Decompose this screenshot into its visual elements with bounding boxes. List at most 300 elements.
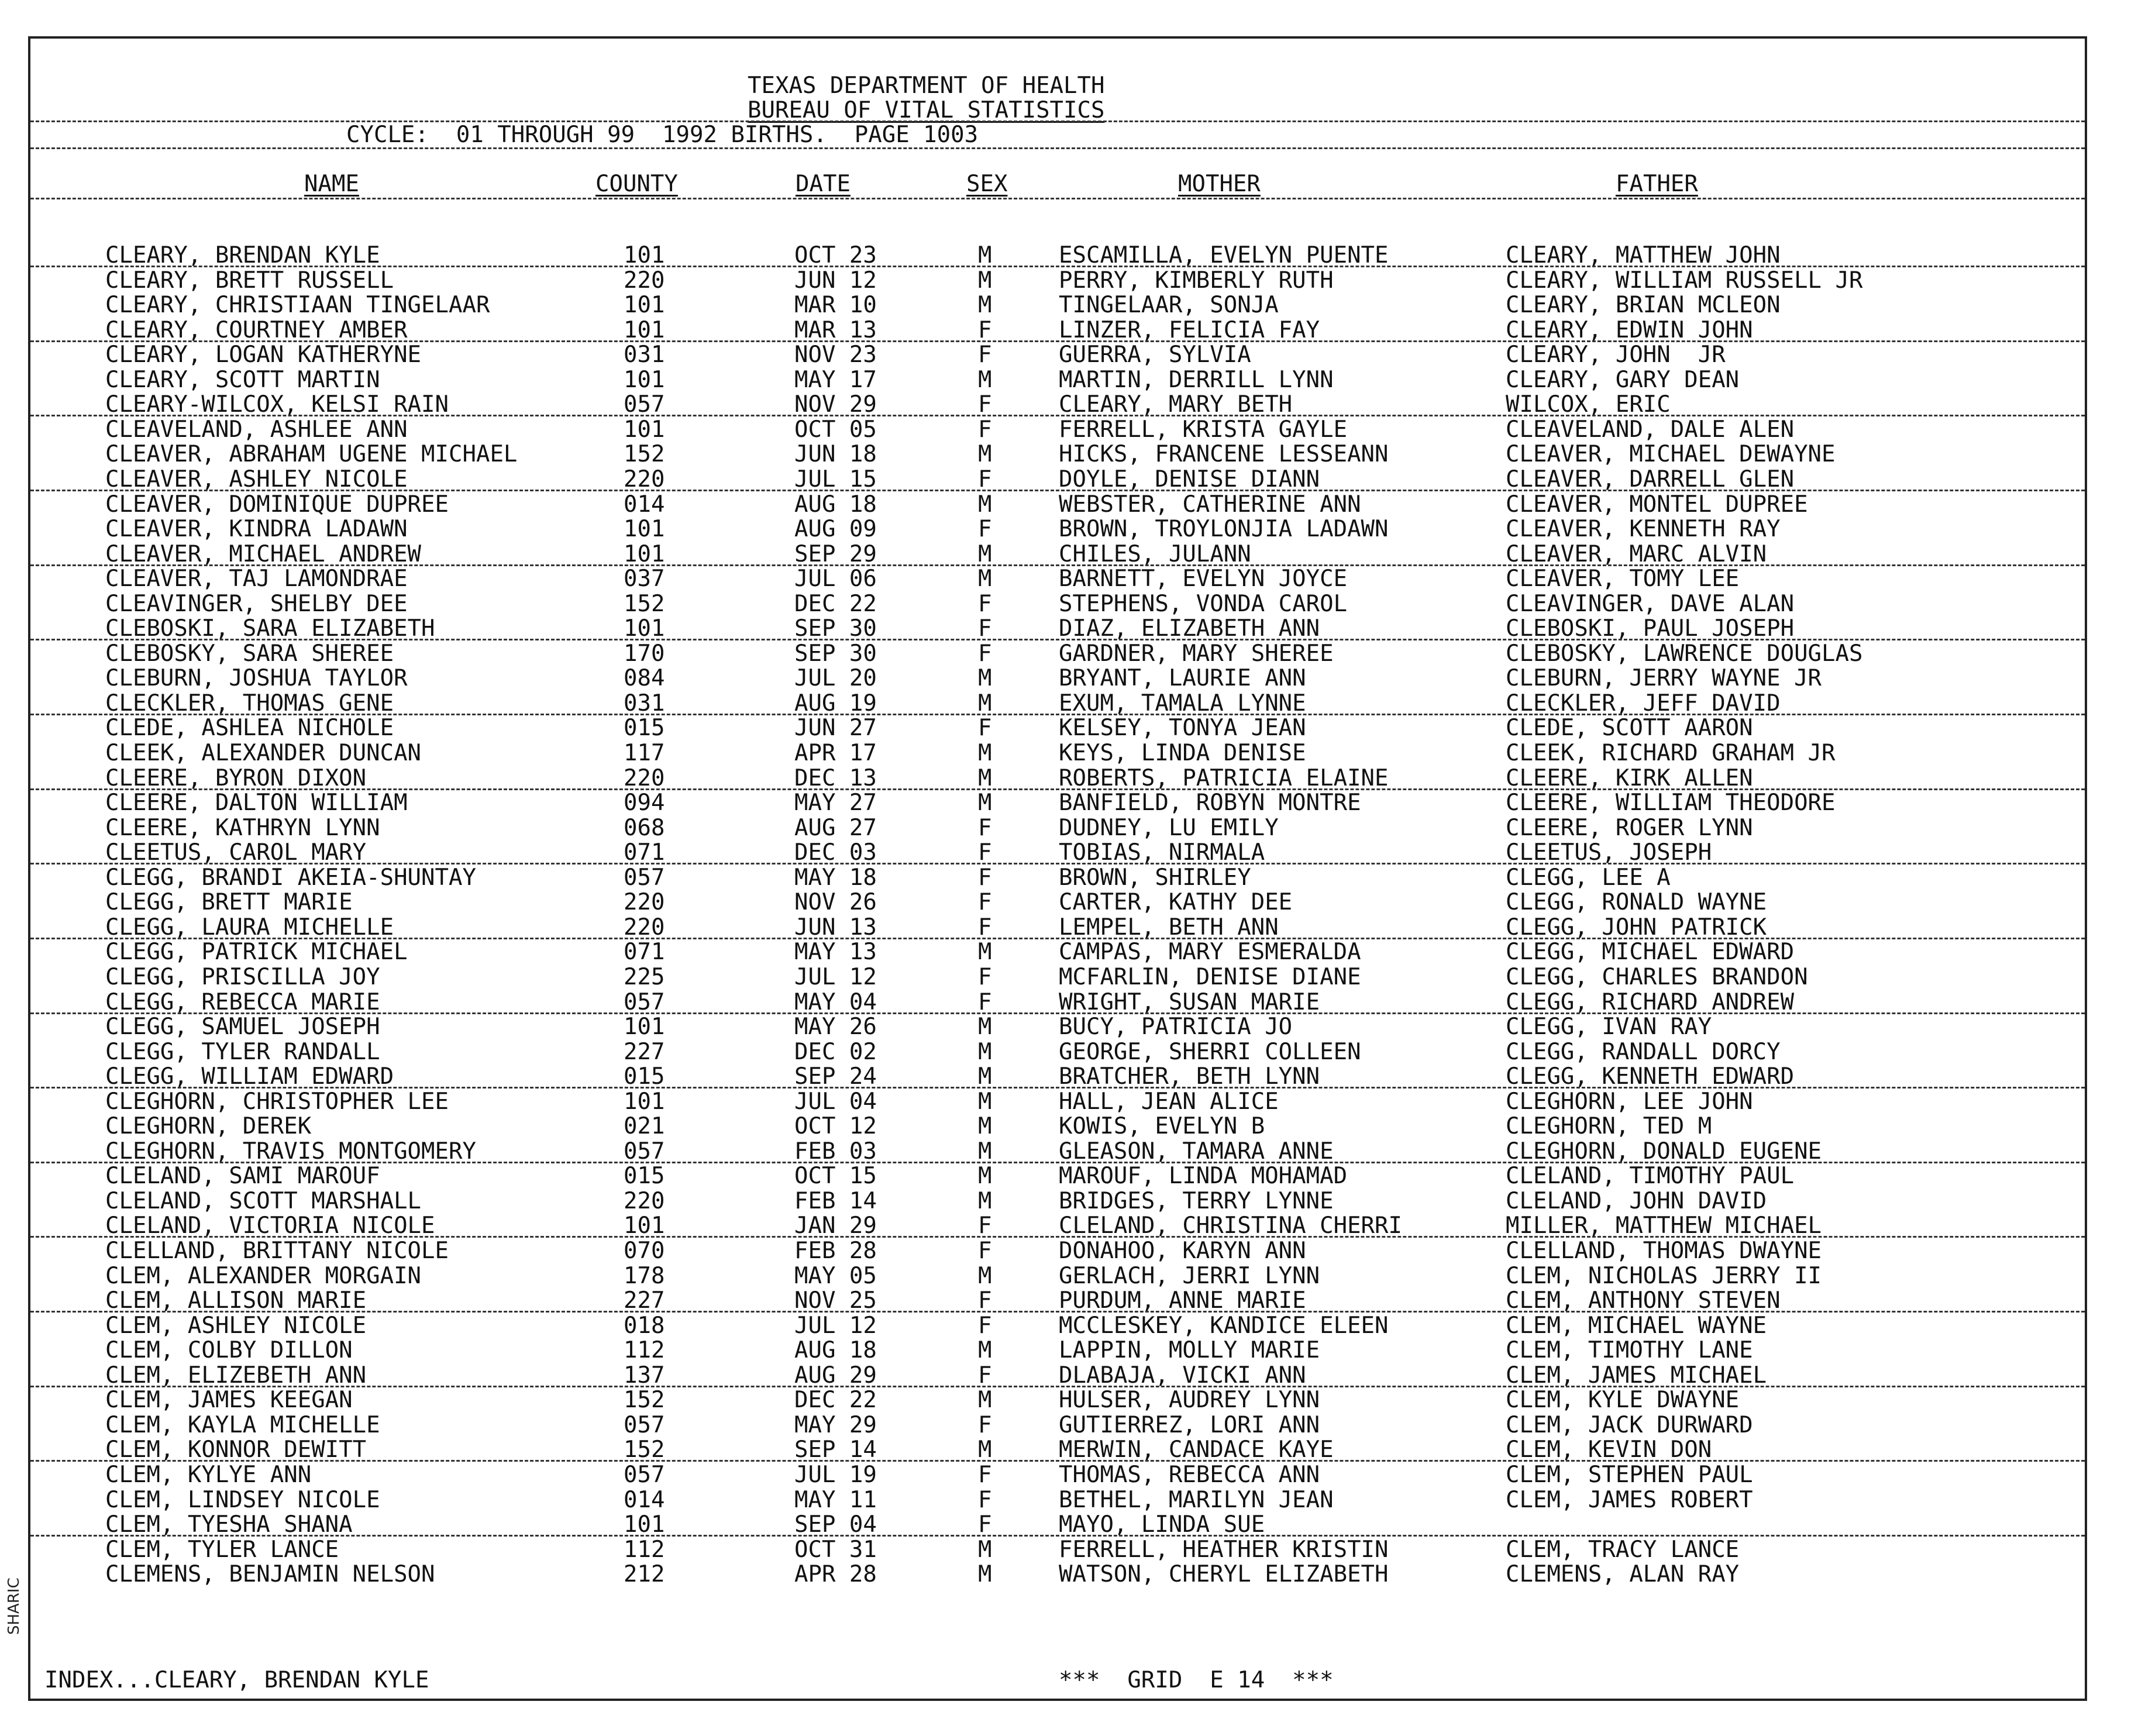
table-row xyxy=(30,492,2085,517)
cell-date: MAY 13 xyxy=(794,939,877,965)
table-row xyxy=(30,1314,2085,1338)
cell-mother: GEORGE, SHERRI COLLEEN xyxy=(1059,1039,1361,1065)
cell-mother: WEBSTER, CATHERINE ANN xyxy=(1059,491,1361,518)
cell-sex: F xyxy=(978,1287,992,1314)
cell-sex: F xyxy=(978,416,992,443)
cell-mother: MARTIN, DERRILL LYNN xyxy=(1059,367,1334,393)
cell-mother: DLABAJA, VICKI ANN xyxy=(1059,1362,1306,1389)
table-row xyxy=(30,841,2085,865)
cell-mother: BRIDGES, TERRY LYNNE xyxy=(1059,1188,1334,1214)
table-row xyxy=(30,1438,2085,1462)
cell-mother: LEMPEL, BETH ANN xyxy=(1059,914,1279,941)
table-row xyxy=(30,243,2085,268)
table-row xyxy=(30,1239,2085,1263)
cell-date: MAY 04 xyxy=(794,989,877,1015)
cell-county: 220 xyxy=(624,466,665,492)
cell-county: 021 xyxy=(624,1113,665,1139)
table-row xyxy=(30,1363,2085,1388)
cell-mother: BROWN, TROYLONJIA LADAWN xyxy=(1059,516,1389,542)
cell-sex: M xyxy=(978,242,992,268)
cell-sex: F xyxy=(978,715,992,741)
cell-county: 101 xyxy=(624,292,665,318)
cell-name: CLEM, ELIZEBETH ANN xyxy=(105,1362,367,1389)
cell-father: CLEM, KEVIN DON xyxy=(1506,1437,1712,1463)
cell-county: 015 xyxy=(624,715,665,741)
cell-sex: F xyxy=(978,889,992,915)
cell-father: CLEAVELAND, DALE ALEN xyxy=(1506,416,1795,443)
cell-date: APR 17 xyxy=(794,740,877,766)
cell-county: 094 xyxy=(624,790,665,816)
footer-index: INDEX...CLEARY, BRENDAN KYLE xyxy=(44,1667,429,1693)
cell-date: MAY 26 xyxy=(794,1014,877,1040)
cell-date: OCT 05 xyxy=(794,416,877,443)
cell-name: CLEGG, TYLER RANDALL xyxy=(105,1039,380,1065)
cell-county: 227 xyxy=(624,1287,665,1314)
cell-mother: THOMAS, REBECCA ANN xyxy=(1059,1462,1320,1488)
table-row xyxy=(30,940,2085,965)
table-row xyxy=(30,542,2085,567)
cell-name: CLEERE, BYRON DIXON xyxy=(105,765,367,791)
cell-sex: F xyxy=(978,615,992,642)
cell-mother: CLELAND, CHRISTINA CHERRI xyxy=(1059,1213,1402,1239)
cell-name: CLEBURN, JOSHUA TAYLOR xyxy=(105,665,408,691)
cell-father: CLEM, MICHAEL WAYNE xyxy=(1506,1313,1767,1339)
cell-name: CLEGHORN, CHRISTOPHER LEE xyxy=(105,1089,449,1115)
cell-father: CLEM, KYLE DWAYNE xyxy=(1506,1387,1740,1413)
cell-father: CLEMENS, ALAN RAY xyxy=(1506,1561,1740,1587)
cell-mother: FERRELL, KRISTA GAYLE xyxy=(1059,416,1348,443)
cell-county: 101 xyxy=(624,367,665,393)
cell-father: CLEGHORN, TED M xyxy=(1506,1113,1712,1139)
cell-name: CLEBOSKI, SARA ELIZABETH xyxy=(105,615,435,642)
table-row xyxy=(30,1413,2085,1438)
cell-county: 101 xyxy=(624,1511,665,1538)
cell-father: CLEGG, JOHN PATRICK xyxy=(1506,914,1767,941)
cell-name: CLEM, ASHLEY NICOLE xyxy=(105,1313,367,1339)
cell-mother: KELSEY, TONYA JEAN xyxy=(1059,715,1306,741)
cell-county: 070 xyxy=(624,1238,665,1264)
cell-mother: EXUM, TAMALA LYNNE xyxy=(1059,690,1306,717)
cell-name: CLEM, ALLISON MARIE xyxy=(105,1287,367,1314)
cell-father: CLEERE, KIRK ALLEN xyxy=(1506,765,1753,791)
cell-county: 084 xyxy=(624,665,665,691)
cell-date: JUN 13 xyxy=(794,914,877,941)
cell-name: CLEAVER, KINDRA LADAWN xyxy=(105,516,408,542)
cell-date: NOV 23 xyxy=(794,342,877,368)
cell-sex: F xyxy=(978,640,992,667)
cell-name: CLEGHORN, DEREK xyxy=(105,1113,312,1139)
cell-county: 101 xyxy=(624,541,665,567)
cell-father: CLEGG, CHARLES BRANDON xyxy=(1506,964,1808,990)
table-row xyxy=(30,816,2085,841)
cell-mother: CLEARY, MARY BETH xyxy=(1059,391,1293,418)
cell-date: JUL 19 xyxy=(794,1462,877,1488)
cell-name: CLEAVER, DOMINIQUE DUPREE xyxy=(105,491,449,518)
cell-sex: M xyxy=(978,441,992,467)
cell-county: 101 xyxy=(624,1014,665,1040)
table-row xyxy=(30,1214,2085,1238)
cell-sex: M xyxy=(978,1163,992,1189)
cell-date: FEB 03 xyxy=(794,1138,877,1165)
cell-county: 014 xyxy=(624,491,665,518)
cell-mother: GLEASON, TAMARA ANNE xyxy=(1059,1138,1334,1165)
cell-father: CLEAVINGER, DAVE ALAN xyxy=(1506,591,1795,617)
cell-date: JAN 29 xyxy=(794,1213,877,1239)
cell-sex: M xyxy=(978,1014,992,1040)
cell-father: CLEARY, MATTHEW JOHN xyxy=(1506,242,1781,268)
table-row xyxy=(30,1488,2085,1513)
cell-sex: F xyxy=(978,1213,992,1239)
cycle-line: CYCLE: 01 THROUGH 99 1992 BIRTHS. PAGE 1003 xyxy=(346,122,979,148)
cell-father: CLEETUS, JOSEPH xyxy=(1506,839,1712,866)
table-row xyxy=(30,915,2085,940)
cell-date: OCT 31 xyxy=(794,1537,877,1563)
cell-father: CLELAND, JOHN DAVID xyxy=(1506,1188,1767,1214)
cell-mother: MERWIN, CANDACE KAYE xyxy=(1059,1437,1334,1463)
cell-father: CLEARY, GARY DEAN xyxy=(1506,367,1740,393)
cell-county: 031 xyxy=(624,690,665,717)
cell-sex: M xyxy=(978,1188,992,1214)
cell-mother: DOYLE, DENISE DIANN xyxy=(1059,466,1320,492)
cell-date: MAY 05 xyxy=(794,1263,877,1289)
cell-date: DEC 22 xyxy=(794,1387,877,1413)
cell-date: FEB 14 xyxy=(794,1188,877,1214)
cell-county: 018 xyxy=(624,1313,665,1339)
cell-father: CLEGG, RICHARD ANDREW xyxy=(1506,989,1795,1015)
cell-father: CLEERE, ROGER LYNN xyxy=(1506,815,1753,841)
cell-county: 014 xyxy=(624,1487,665,1513)
cell-name: CLEDE, ASHLEA NICHOLE xyxy=(105,715,394,741)
cell-county: 015 xyxy=(624,1063,665,1090)
cell-sex: F xyxy=(978,839,992,866)
table-row xyxy=(30,1338,2085,1363)
cell-father: CLEBOSKI, PAUL JOSEPH xyxy=(1506,615,1795,642)
cell-county: 101 xyxy=(624,516,665,542)
cell-mother: MCFARLIN, DENISE DIANE xyxy=(1059,964,1361,990)
cell-date: MAR 13 xyxy=(794,317,877,343)
cell-father: CLEBURN, JERRY WAYNE JR xyxy=(1506,665,1822,691)
cell-father: CLEM, STEPHEN PAUL xyxy=(1506,1462,1753,1488)
cell-name: CLELAND, SAMI MAROUF xyxy=(105,1163,380,1189)
cell-mother: HICKS, FRANCENE LESSEANN xyxy=(1059,441,1389,467)
cell-mother: KEYS, LINDA DENISE xyxy=(1059,740,1306,766)
cell-name: CLEAVER, ABRAHAM UGENE MICHAEL xyxy=(105,441,518,467)
cell-mother: BROWN, SHIRLEY xyxy=(1059,864,1251,891)
cell-name: CLEERE, KATHRYN LYNN xyxy=(105,815,380,841)
cell-father: CLELAND, TIMOTHY PAUL xyxy=(1506,1163,1795,1189)
cell-date: MAY 29 xyxy=(794,1412,877,1438)
cell-name: CLEGG, BRETT MARIE xyxy=(105,889,353,915)
cell-sex: F xyxy=(978,391,992,418)
cell-father: CLEM, JAMES ROBERT xyxy=(1506,1487,1753,1513)
cell-county: 031 xyxy=(624,342,665,368)
cell-name: CLEARY, CHRISTIAAN TINGELAAR xyxy=(105,292,490,318)
cell-sex: M xyxy=(978,1561,992,1587)
table-row xyxy=(30,1388,2085,1413)
cell-father: CLEGG, RANDALL DORCY xyxy=(1506,1039,1781,1065)
cell-mother: GERLACH, JERRI LYNN xyxy=(1059,1263,1320,1289)
cell-name: CLEMENS, BENJAMIN NELSON xyxy=(105,1561,435,1587)
table-row xyxy=(30,965,2085,990)
cell-father: CLEGG, MICHAEL EDWARD xyxy=(1506,939,1795,965)
table-row xyxy=(30,766,2085,791)
cell-mother: WATSON, CHERYL ELIZABETH xyxy=(1059,1561,1389,1587)
cell-county: 227 xyxy=(624,1039,665,1065)
cell-mother: ESCAMILLA, EVELYN PUENTE xyxy=(1059,242,1389,268)
cell-name: CLEAVINGER, SHELBY DEE xyxy=(105,591,408,617)
cell-date: FEB 28 xyxy=(794,1238,877,1264)
cell-father: CLEAVER, MONTEL DUPREE xyxy=(1506,491,1808,518)
cell-county: 057 xyxy=(624,989,665,1015)
cell-date: JUL 12 xyxy=(794,964,877,990)
cell-sex: F xyxy=(978,1487,992,1513)
cell-county: 152 xyxy=(624,591,665,617)
cell-name: CLEAVELAND, ASHLEE ANN xyxy=(105,416,408,443)
cell-mother: PURDUM, ANNE MARIE xyxy=(1059,1287,1306,1314)
cell-father: CLEAVER, DARRELL GLEN xyxy=(1506,466,1795,492)
cell-date: OCT 23 xyxy=(794,242,877,268)
cell-name: CLEARY, LOGAN KATHERYNE xyxy=(105,342,422,368)
table-row xyxy=(30,716,2085,740)
cell-father: CLEM, TIMOTHY LANE xyxy=(1506,1337,1753,1363)
cell-sex: M xyxy=(978,566,992,592)
cell-father: CLEARY, EDWIN JOHN xyxy=(1506,317,1753,343)
cell-name: CLEARY, COURTNEY AMBER xyxy=(105,317,408,343)
cell-sex: M xyxy=(978,1138,992,1165)
table-row xyxy=(30,418,2085,442)
header-line1: TEXAS DEPARTMENT OF HEALTH xyxy=(748,73,1105,99)
cell-county: 057 xyxy=(624,1412,665,1438)
cell-name: CLEARY-WILCOX, KELSI RAIN xyxy=(105,391,449,418)
cell-county: 057 xyxy=(624,391,665,418)
cell-name: CLEM, COLBY DILLON xyxy=(105,1337,353,1363)
cell-name: CLEGG, REBECCA MARIE xyxy=(105,989,380,1015)
cell-name: CLELAND, SCOTT MARSHALL xyxy=(105,1188,422,1214)
cell-father: CLEAVER, TOMY LEE xyxy=(1506,566,1740,592)
col-header-county: COUNTY xyxy=(595,171,678,197)
cell-county: 220 xyxy=(624,914,665,941)
cell-name: CLEAVER, ASHLEY NICOLE xyxy=(105,466,408,492)
cell-name: CLELLAND, BRITTANY NICOLE xyxy=(105,1238,449,1264)
cell-county: 057 xyxy=(624,1462,665,1488)
cell-mother: BRATCHER, BETH LYNN xyxy=(1059,1063,1320,1090)
cell-sex: M xyxy=(978,292,992,318)
cell-sex: M xyxy=(978,367,992,393)
cell-name: CLEGG, LAURA MICHELLE xyxy=(105,914,394,941)
cell-mother: KOWIS, EVELYN B xyxy=(1059,1113,1265,1139)
cell-mother: HALL, JEAN ALICE xyxy=(1059,1089,1279,1115)
cell-mother: CAMPAS, MARY ESMERALDA xyxy=(1059,939,1361,965)
cell-sex: F xyxy=(978,342,992,368)
table-row xyxy=(30,1040,2085,1065)
cell-date: JUL 06 xyxy=(794,566,877,592)
side-stamp: SHARIC xyxy=(5,1577,23,1635)
cell-county: 057 xyxy=(624,864,665,891)
table-row xyxy=(30,1289,2085,1313)
cell-father: CLEGG, LEE A xyxy=(1506,864,1671,891)
cell-name: CLEM, KAYLA MICHELLE xyxy=(105,1412,380,1438)
cell-name: CLEGG, SAMUEL JOSEPH xyxy=(105,1014,380,1040)
header-divider-2 xyxy=(30,147,2085,149)
cell-name: CLEARY, BRENDAN KYLE xyxy=(105,242,380,268)
cell-county: 112 xyxy=(624,1537,665,1563)
cell-date: DEC 22 xyxy=(794,591,877,617)
cell-sex: M xyxy=(978,939,992,965)
cell-county: 101 xyxy=(624,615,665,642)
cell-sex: M xyxy=(978,491,992,518)
col-header-sex: SEX xyxy=(966,171,1008,197)
cell-mother: ROBERTS, PATRICIA ELAINE xyxy=(1059,765,1389,791)
cell-sex: M xyxy=(978,1263,992,1289)
cell-name: CLEGG, WILLIAM EDWARD xyxy=(105,1063,394,1090)
cell-sex: M xyxy=(978,1387,992,1413)
cell-mother: STEPHENS, VONDA CAROL xyxy=(1059,591,1348,617)
cell-father: CLEERE, WILLIAM THEODORE xyxy=(1506,790,1836,816)
cell-name: CLEGG, BRANDI AKEIA-SHUNTAY xyxy=(105,864,476,891)
cell-sex: F xyxy=(978,864,992,891)
cell-mother: HULSER, AUDREY LYNN xyxy=(1059,1387,1320,1413)
cell-name: CLEGG, PATRICK MICHAEL xyxy=(105,939,408,965)
cell-sex: F xyxy=(978,317,992,343)
cell-mother: LINZER, FELICIA FAY xyxy=(1059,317,1320,343)
cell-mother: BANFIELD, ROBYN MONTRE xyxy=(1059,790,1361,816)
table-row xyxy=(30,741,2085,766)
cell-name: CLEAVER, TAJ LAMONDRAE xyxy=(105,566,408,592)
cell-date: SEP 04 xyxy=(794,1511,877,1538)
table-row xyxy=(30,691,2085,716)
cell-mother: GARDNER, MARY SHEREE xyxy=(1059,640,1334,667)
cell-sex: F xyxy=(978,1362,992,1389)
cell-county: 225 xyxy=(624,964,665,990)
cell-name: CLECKLER, THOMAS GENE xyxy=(105,690,394,717)
cell-father: CLEM, NICHOLAS JERRY II xyxy=(1506,1263,1822,1289)
cell-sex: M xyxy=(978,1063,992,1090)
cell-mother: GUTIERREZ, LORI ANN xyxy=(1059,1412,1320,1438)
cell-father: CLEGG, IVAN RAY xyxy=(1506,1014,1712,1040)
header-line2: BUREAU OF VITAL STATISTICS xyxy=(748,97,1105,123)
table-row xyxy=(30,1538,2085,1562)
cell-sex: M xyxy=(978,1113,992,1139)
cell-sex: F xyxy=(978,466,992,492)
cell-father: CLEDE, SCOTT AARON xyxy=(1506,715,1753,741)
cell-father: CLEAVER, KENNETH RAY xyxy=(1506,516,1781,542)
cell-county: 220 xyxy=(624,1188,665,1214)
cell-county: 101 xyxy=(624,1213,665,1239)
cell-date: AUG 27 xyxy=(794,815,877,841)
cell-date: JUN 27 xyxy=(794,715,877,741)
cell-sex: M xyxy=(978,1437,992,1463)
table-row xyxy=(30,1114,2085,1139)
cell-mother: DUDNEY, LU EMILY xyxy=(1059,815,1279,841)
cell-county: 152 xyxy=(624,1437,665,1463)
cell-mother: WRIGHT, SUSAN MARIE xyxy=(1059,989,1320,1015)
table-row xyxy=(30,1189,2085,1214)
cell-date: OCT 15 xyxy=(794,1163,877,1189)
table-row xyxy=(30,268,2085,293)
cell-county: 137 xyxy=(624,1362,665,1389)
cell-date: DEC 13 xyxy=(794,765,877,791)
cell-date: AUG 18 xyxy=(794,491,877,518)
cell-county: 101 xyxy=(624,1089,665,1115)
cell-father: CLEAVER, MARC ALVIN xyxy=(1506,541,1767,567)
cell-father: CLEARY, WILLIAM RUSSELL JR xyxy=(1506,267,1863,294)
cell-county: 152 xyxy=(624,441,665,467)
cell-date: MAY 27 xyxy=(794,790,877,816)
cell-date: NOV 25 xyxy=(794,1287,877,1314)
cell-date: AUG 19 xyxy=(794,690,877,717)
cell-name: CLEM, TYLER LANCE xyxy=(105,1537,339,1563)
cell-sex: F xyxy=(978,1511,992,1538)
cell-date: MAY 18 xyxy=(794,864,877,891)
cell-date: SEP 24 xyxy=(794,1063,877,1090)
cell-father: CLEBOSKY, LAWRENCE DOUGLAS xyxy=(1506,640,1863,667)
table-row xyxy=(30,1139,2085,1164)
cell-name: CLEM, KYLYE ANN xyxy=(105,1462,312,1488)
cell-county: 152 xyxy=(624,1387,665,1413)
cell-date: JUN 18 xyxy=(794,441,877,467)
cell-mother: PERRY, KIMBERLY RUTH xyxy=(1059,267,1334,294)
cell-sex: F xyxy=(978,516,992,542)
cell-county: 220 xyxy=(624,267,665,294)
cell-father: CLEGHORN, LEE JOHN xyxy=(1506,1089,1753,1115)
cell-mother: CARTER, KATHY DEE xyxy=(1059,889,1293,915)
table-row xyxy=(30,1015,2085,1039)
cell-mother: GUERRA, SYLVIA xyxy=(1059,342,1251,368)
cell-father: CLEM, JACK DURWARD xyxy=(1506,1412,1753,1438)
row-divider xyxy=(30,1460,2085,1462)
cell-sex: F xyxy=(978,1462,992,1488)
cell-date: AUG 09 xyxy=(794,516,877,542)
cell-date: NOV 26 xyxy=(794,889,877,915)
cell-date: MAY 11 xyxy=(794,1487,877,1513)
table-row xyxy=(30,866,2085,890)
table-row xyxy=(30,990,2085,1015)
cell-name: CLEEK, ALEXANDER DUNCAN xyxy=(105,740,422,766)
cell-sex: F xyxy=(978,964,992,990)
cell-mother: MAROUF, LINDA MOHAMAD xyxy=(1059,1163,1348,1189)
cell-father: CLEGG, KENNETH EDWARD xyxy=(1506,1063,1795,1090)
cell-date: APR 28 xyxy=(794,1561,877,1587)
cell-father: MILLER, MATTHEW MICHAEL xyxy=(1506,1213,1822,1239)
table-row xyxy=(30,1264,2085,1289)
footer-grid: *** GRID E 14 *** xyxy=(1059,1667,1334,1693)
table-row xyxy=(30,1562,2085,1587)
cell-mother: TINGELAAR, SONJA xyxy=(1059,292,1279,318)
cell-date: DEC 02 xyxy=(794,1039,877,1065)
table-row xyxy=(30,642,2085,666)
cell-county: 170 xyxy=(624,640,665,667)
table-row xyxy=(30,890,2085,915)
cell-sex: M xyxy=(978,790,992,816)
col-header-mother: MOTHER xyxy=(1178,171,1261,197)
cell-county: 037 xyxy=(624,566,665,592)
cell-county: 057 xyxy=(624,1138,665,1165)
cell-date: MAY 17 xyxy=(794,367,877,393)
cell-county: 071 xyxy=(624,839,665,866)
cell-sex: M xyxy=(978,267,992,294)
cell-date: AUG 18 xyxy=(794,1337,877,1363)
table-row xyxy=(30,1513,2085,1537)
cell-father: CLEM, TRACY LANCE xyxy=(1506,1537,1740,1563)
cell-county: 015 xyxy=(624,1163,665,1189)
table-row xyxy=(30,368,2085,392)
cell-date: OCT 12 xyxy=(794,1113,877,1139)
cell-county: 101 xyxy=(624,416,665,443)
cell-county: 101 xyxy=(624,242,665,268)
cell-date: DEC 03 xyxy=(794,839,877,866)
cell-sex: F xyxy=(978,815,992,841)
cell-sex: F xyxy=(978,1313,992,1339)
